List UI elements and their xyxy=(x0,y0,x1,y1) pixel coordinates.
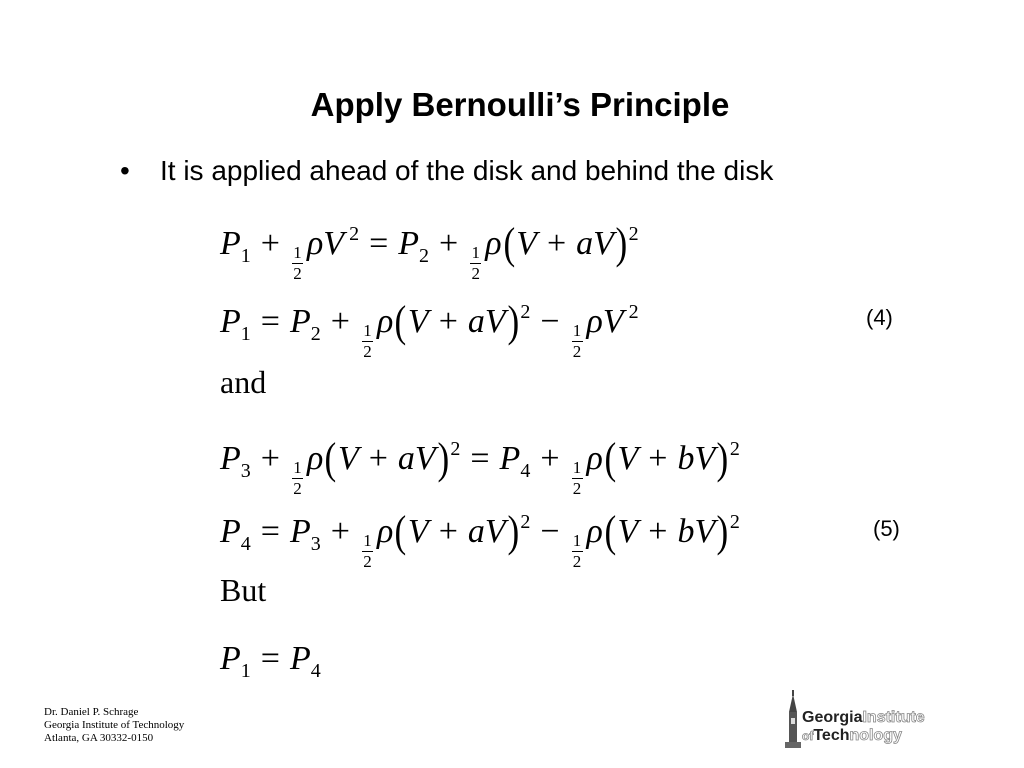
logo-technology: ofTechnology xyxy=(802,727,902,744)
bullet-dot-icon: • xyxy=(120,155,130,186)
bullet-item xyxy=(120,155,773,187)
equation-4: $P_4 = P_3$ + $\frac{1}{2}$ ρ(V + aV)$^2$ − $\frac{1}{2}$ ρ(V + bV)$^2$ xyxy=(220,507,740,571)
georgia-tech-logo xyxy=(780,690,960,750)
bullet-text: It is applied ahead of the disk and behind the disk xyxy=(160,155,774,186)
equation-2: $P_1 = P_2$ + $\frac{1}{2}$ ρ(V + aV)$^2$ − $\frac{1}{2}$ ρV $^2$ xyxy=(220,297,639,361)
equation-3: $P_3$ + $\frac{1}{2}$ $\rho(V + aV)^2 = P_4$ + $\frac{1}{2}$ ρ(V + bV)$^2$ xyxy=(220,434,740,498)
footer xyxy=(44,706,184,745)
logo-georgia: GeorgiaInstitute xyxy=(802,709,925,726)
equation-number-4: (4) xyxy=(866,305,893,330)
equation-1: $P_1$ + $\frac{1}{2}$ ρV $^2 = P_2$ + $\frac{1}{2}$ ρ(V + aV)$^2$ xyxy=(220,219,639,283)
equation-number-5: (5) xyxy=(873,516,900,541)
footer-author: Dr. Daniel P. Schrage xyxy=(44,706,139,718)
word-but: But xyxy=(220,572,267,608)
equation-5: $P_1 = P_4$ xyxy=(220,640,321,682)
slide-title: Apply Bernoulli’s Principle xyxy=(310,86,730,123)
footer-institution: Georgia Institute of Technology xyxy=(44,719,185,731)
footer-address: Atlanta, GA 30332-0150 xyxy=(44,732,154,744)
tech-tower-icon xyxy=(785,690,801,748)
word-and: and xyxy=(220,364,267,400)
